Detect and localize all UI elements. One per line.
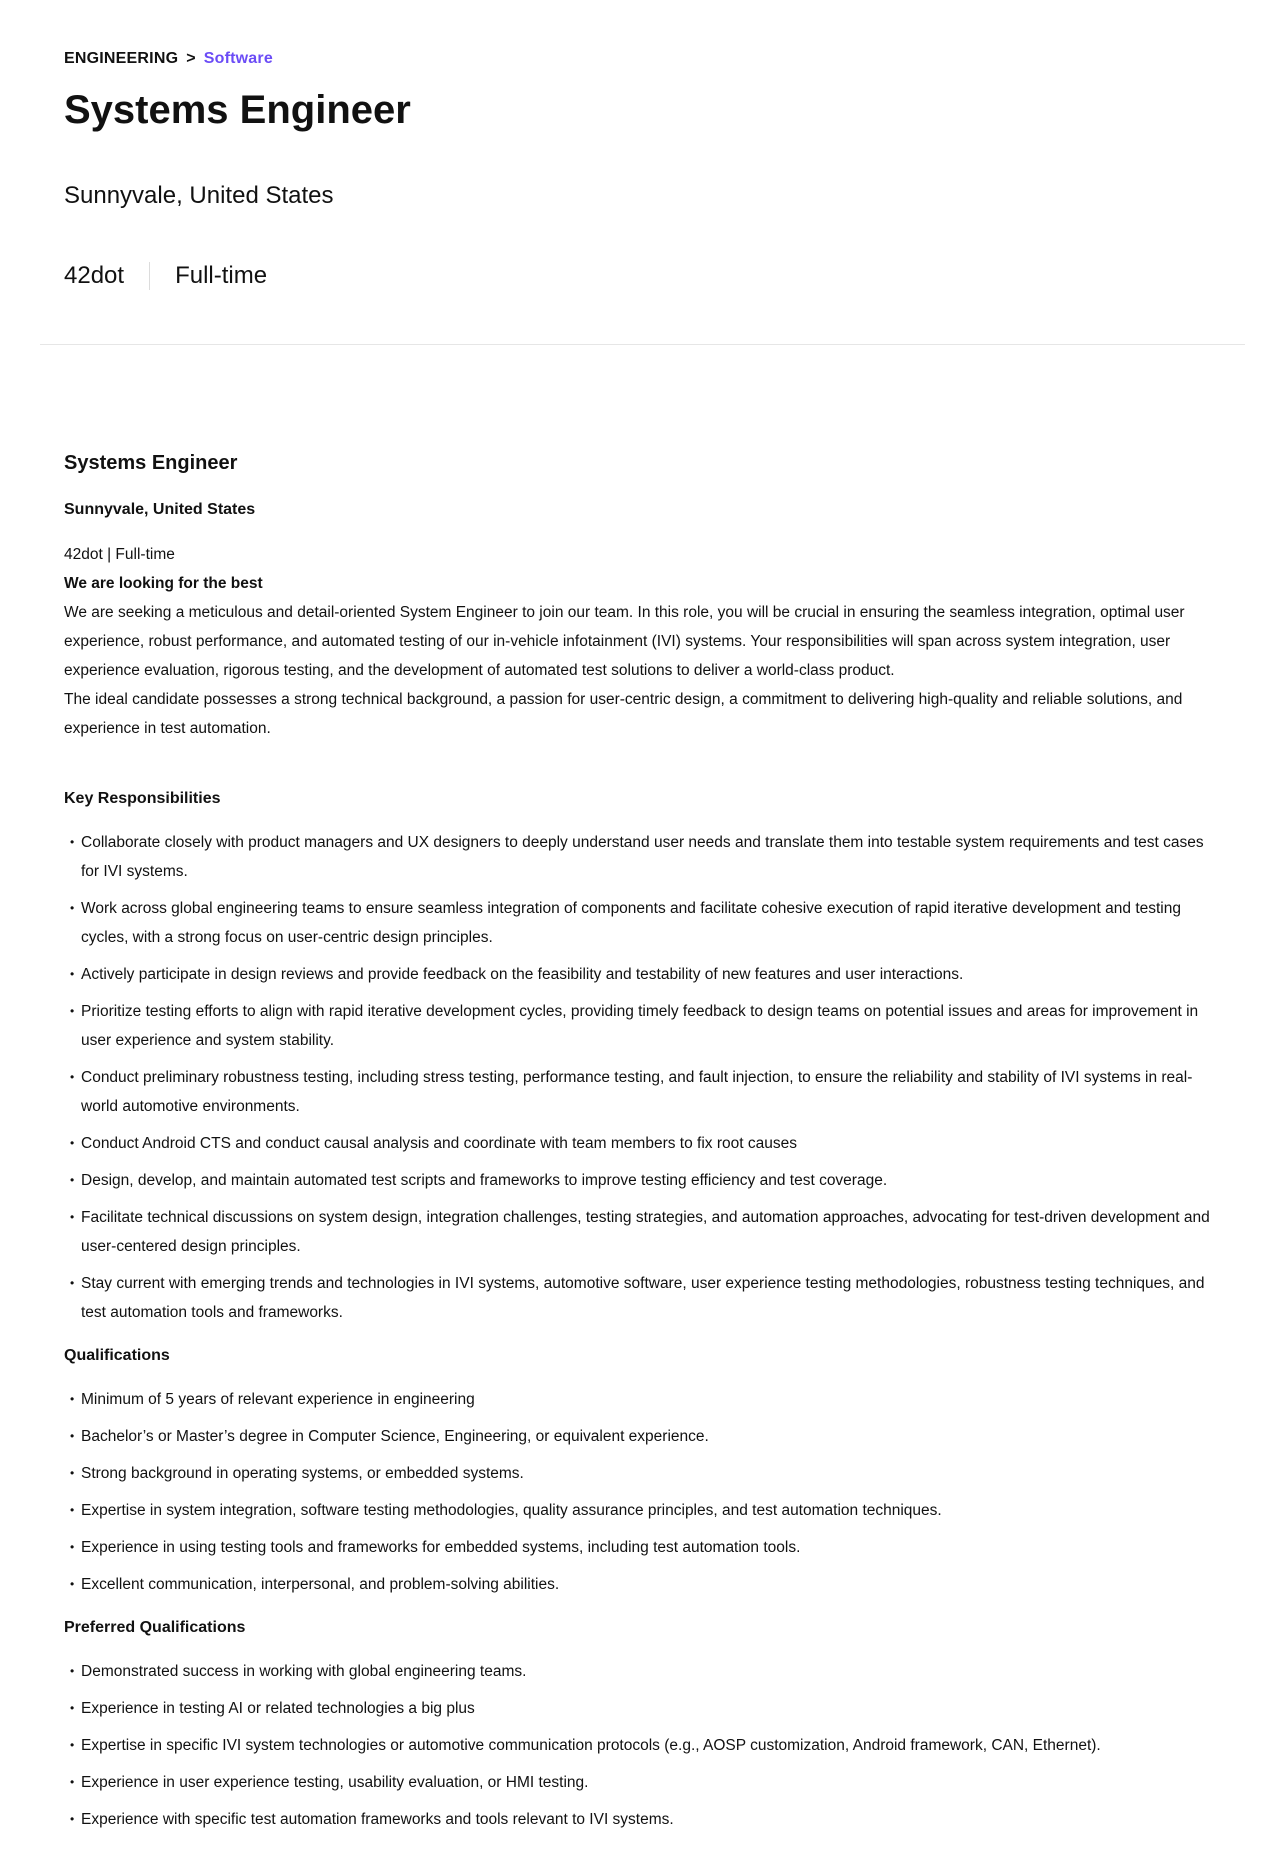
preferred-qualifications-heading: Preferred Qualifications bbox=[64, 1619, 246, 1636]
job-meta bbox=[64, 260, 267, 292]
list-item: • Bachelor’s or Master’s degree in Computer Science, Engineering, or equivalent experience. bbox=[64, 1422, 1224, 1451]
list-item: • Experience in user experience testing, usability evaluation, or HMI testing. bbox=[64, 1768, 1224, 1797]
list-item: • Design, develop, and maintain automated test scripts and frameworks to improve testing efficiency and test coverage. bbox=[64, 1166, 1224, 1195]
list-item: • Facilitate technical discussions on system design, integration challenges, testing strategies, and automation approaches, advocating for test-driven development and user-centered design principles. bbox=[64, 1203, 1224, 1261]
responsibilities-list bbox=[64, 828, 1224, 1327]
description-company-line: 42dot | Full-time bbox=[64, 546, 175, 563]
list-item: • Experience in testing AI or related technologies a big plus bbox=[64, 1694, 1224, 1723]
list-item: • Conduct Android CTS and conduct causal analysis and coordinate with team members to fix root causes bbox=[64, 1129, 1224, 1158]
list-item: • Minimum of 5 years of relevant experience in engineering bbox=[64, 1385, 1224, 1414]
header-divider bbox=[40, 344, 1245, 345]
meta-divider bbox=[149, 262, 150, 290]
job-header bbox=[64, 48, 1214, 289]
list-item: • Experience in using testing tools and frameworks for embedded systems, including test automation tools. bbox=[64, 1533, 1224, 1562]
list-item: • Prioritize testing efforts to align with rapid iterative development cycles, providing timely feedback to design teams on potential issues and areas for improvement in user experience and system stability. bbox=[64, 997, 1224, 1055]
page-title: Systems Engineer bbox=[64, 88, 411, 132]
breadcrumb-current[interactable]: Software bbox=[203, 50, 273, 67]
qualifications-heading: Qualifications bbox=[64, 1347, 170, 1364]
intro-paragraph: We are seeking a meticulous and detail-oriented System Engineer to join our team. In this role, you will be crucial in ensuring the seamless integration, optimal user experience, robust performance, and automated testing of our in-vehicle infotainment (IVI) systems. Your responsibilities will span across system integration, user experience evaluation, rigorous testing, and the development of automated test solutions to deliver a world-class product. bbox=[64, 604, 1185, 679]
list-item: • Demonstrated success in working with global engineering teams. bbox=[64, 1657, 1224, 1686]
employment-type: Full-time bbox=[175, 262, 268, 289]
list-item: • Expertise in specific IVI system technologies or automotive communication protocols (e.g., AOSP customization, Android framework, CAN, Ethernet). bbox=[64, 1731, 1224, 1760]
intro-paragraph: The ideal candidate possesses a strong technical background, a passion for user-centric design, a commitment to delivering high-quality and reliable solutions, and experience in test automation. bbox=[64, 691, 1183, 737]
list-item: • Work across global engineering teams to ensure seamless integration of components and facilitate cohesive execution of rapid iterative development and testing cycles, with a strong focus on user-centric design principles. bbox=[64, 894, 1224, 952]
list-item: • Stay current with emerging trends and technologies in IVI systems, automotive software, user experience testing methodologies, robustness testing techniques, and test automation tools and frameworks. bbox=[64, 1269, 1224, 1327]
breadcrumb bbox=[64, 48, 1214, 70]
job-location: Sunnyvale, United States bbox=[64, 182, 334, 209]
qualifications-list bbox=[64, 1385, 1224, 1599]
description-location: Sunnyvale, United States bbox=[64, 501, 256, 518]
list-item: • Conduct preliminary robustness testing, including stress testing, performance testing, and fault injection, to ensure the reliability and stability of IVI systems in real-world automotive environments. bbox=[64, 1063, 1224, 1121]
intro-heading: We are looking for the best bbox=[64, 575, 263, 592]
responsibilities-heading: Key Responsibilities bbox=[64, 790, 221, 807]
list-item: • Excellent communication, interpersonal, and problem-solving abilities. bbox=[64, 1570, 1224, 1599]
breadcrumb-category[interactable]: ENGINEERING bbox=[64, 50, 179, 67]
list-item: • Strong background in operating systems, or embedded systems. bbox=[64, 1459, 1224, 1488]
list-item: • Actively participate in design reviews and provide feedback on the feasibility and testability of new features and user interactions. bbox=[64, 960, 1224, 989]
description-title: Systems Engineer bbox=[64, 452, 238, 474]
list-item: • Experience with specific test automation frameworks and tools relevant to IVI systems. bbox=[64, 1805, 1224, 1834]
preferred-qualifications-list bbox=[64, 1657, 1224, 1834]
job-description bbox=[64, 448, 1224, 1848]
list-item: • Expertise in system integration, software testing methodologies, quality assurance principles, and test automation techniques. bbox=[64, 1496, 1224, 1525]
breadcrumb-separator: > bbox=[186, 50, 196, 67]
list-item: • Collaborate closely with product managers and UX designers to deeply understand user needs and translate them into testable system requirements and test cases for IVI systems. bbox=[64, 828, 1224, 886]
company-name: 42dot bbox=[64, 262, 125, 289]
